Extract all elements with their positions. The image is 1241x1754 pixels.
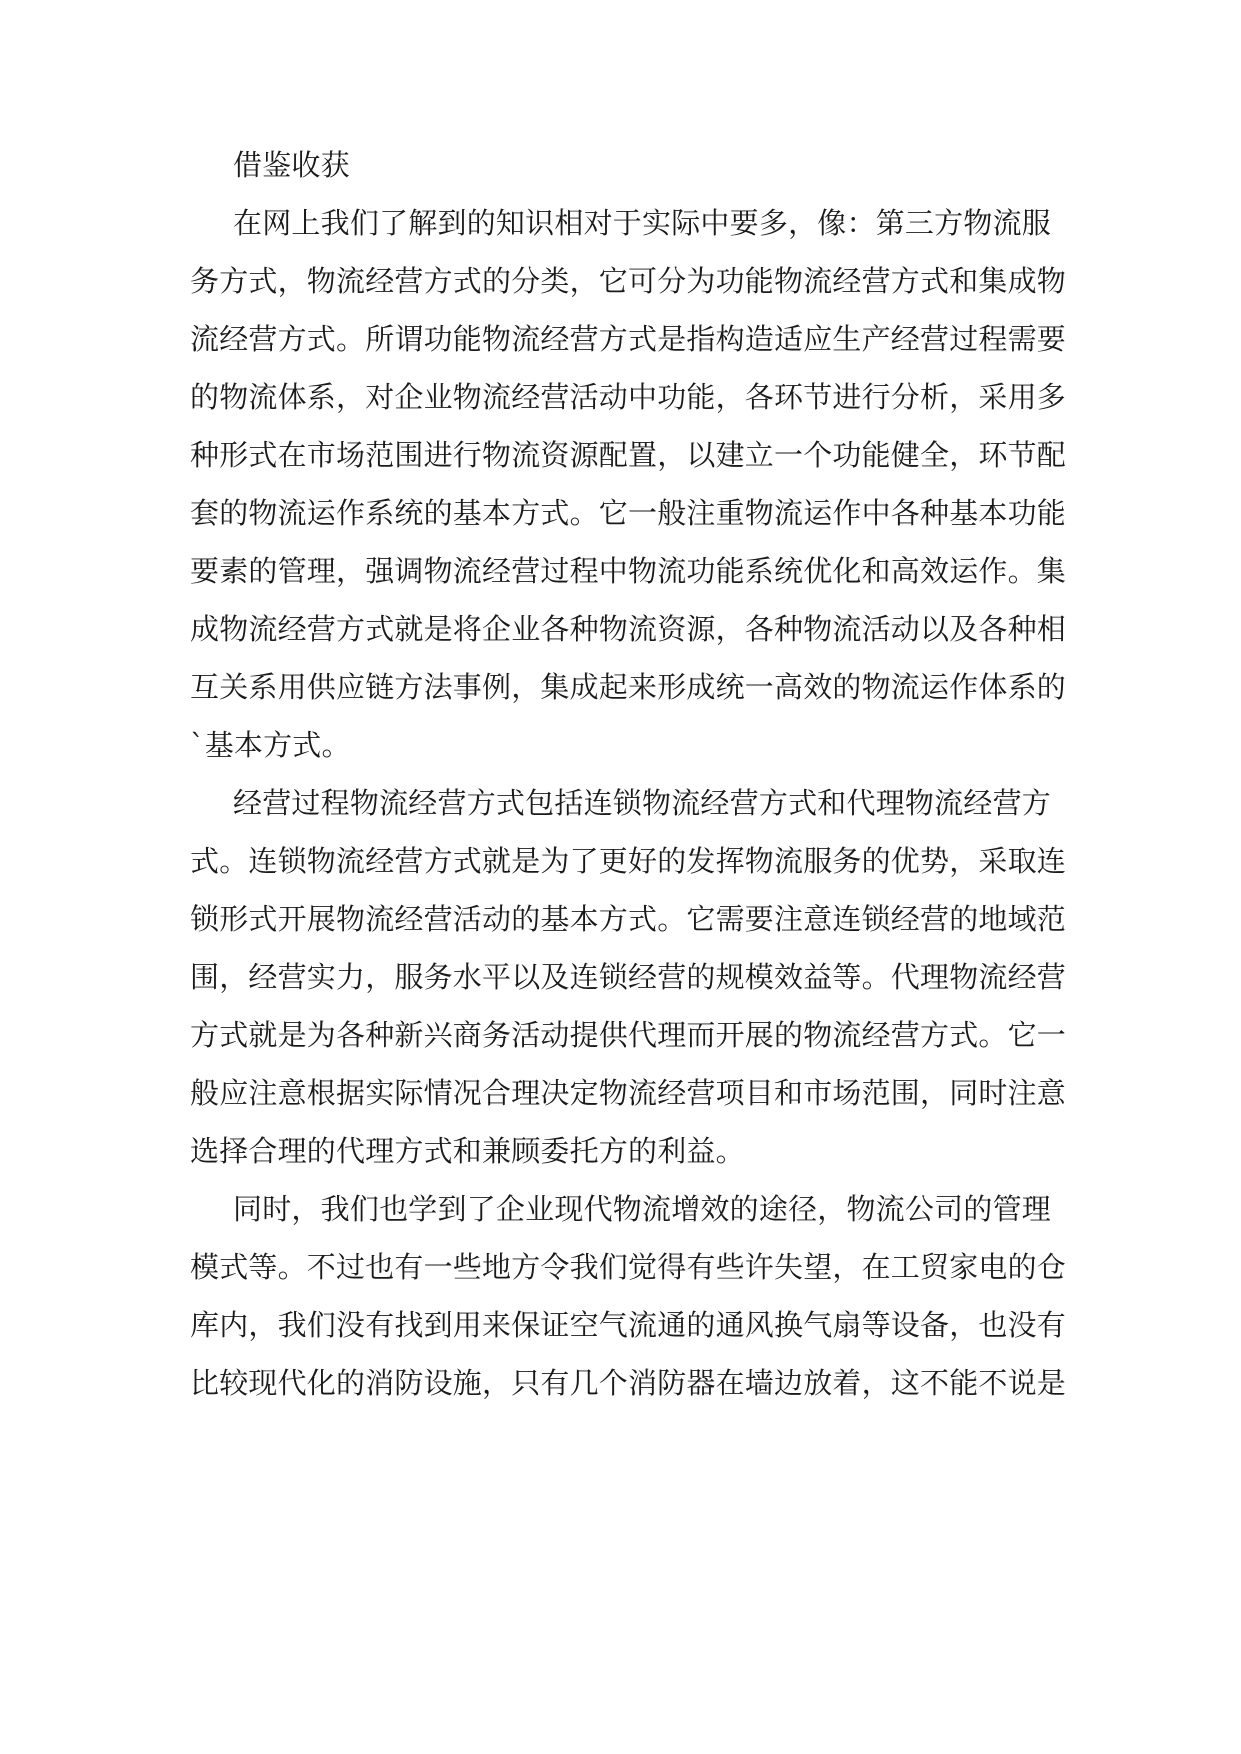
paragraph-3-line-3: 库内，我们没有找到用来保证空气流通的通风换气扇等设备，也没有	[190, 1308, 1067, 1342]
paragraph-2-line-7: 选择合理的代理方式和兼顾委托方的利益。	[190, 1134, 745, 1168]
paragraph-2-line-1: 经营过程物流经营方式包括连锁物流经营方式和代理物流经营方	[233, 786, 1051, 820]
paragraph-1-line-5: 种形式在市场范围进行物流资源配置，以建立一个功能健全，环节配	[190, 438, 1067, 472]
paragraph-2-line-3: 锁形式开展物流经营活动的基本方式。它需要注意连锁经营的地域范	[190, 902, 1067, 936]
paragraph-1-line-2: 务方式，物流经营方式的分类，它可分为功能物流经营方式和集成物	[190, 264, 1067, 298]
paragraph-2-line-5: 方式就是为各种新兴商务活动提供代理而开展的物流经营方式。它一	[190, 1018, 1067, 1052]
paragraph-2-line-2: 式。连锁物流经营方式就是为了更好的发挥物流服务的优势，采取连	[190, 844, 1067, 878]
paragraph-2-line-6: 般应注意根据实际情况合理决定物流经营项目和市场范围，同时注意	[190, 1076, 1067, 1110]
paragraph-1-line-9: 互关系用供应链方法事例，集成起来形成统一高效的物流运作体系的	[190, 670, 1067, 704]
document-heading: 借鉴收获	[233, 148, 350, 182]
paragraph-3-line-4: 比较现代化的消防设施，只有几个消防器在墙边放着，这不能不说是	[190, 1366, 1067, 1400]
paragraph-1-line-4: 的物流体系，对企业物流经营活动中功能，各环节进行分析，采用多	[190, 380, 1067, 414]
paragraph-1-line-7: 要素的管理，强调物流经营过程中物流功能系统优化和高效运作。集	[190, 554, 1067, 588]
paragraph-3-line-2: 模式等。不过也有一些地方令我们觉得有些许失望，在工贸家电的仓	[190, 1250, 1067, 1284]
paragraph-1-line-8: 成物流经营方式就是将企业各种物流资源，各种物流活动以及各种相	[190, 612, 1067, 646]
paragraph-1-line-10: `基本方式。	[190, 728, 351, 762]
paragraph-1-line-3: 流经营方式。所谓功能物流经营方式是指构造适应生产经营过程需要	[190, 322, 1067, 356]
paragraph-1-line-1: 在网上我们了解到的知识相对于实际中要多，像：第三方物流服	[233, 206, 1051, 240]
paragraph-2-line-4: 围，经营实力，服务水平以及连锁经营的规模效益等。代理物流经营	[190, 960, 1067, 994]
paragraph-1-line-6: 套的物流运作系统的基本方式。它一般注重物流运作中各种基本功能	[190, 496, 1067, 530]
paragraph-3-line-1: 同时，我们也学到了企业现代物流增效的途径，物流公司的管理	[233, 1192, 1051, 1226]
